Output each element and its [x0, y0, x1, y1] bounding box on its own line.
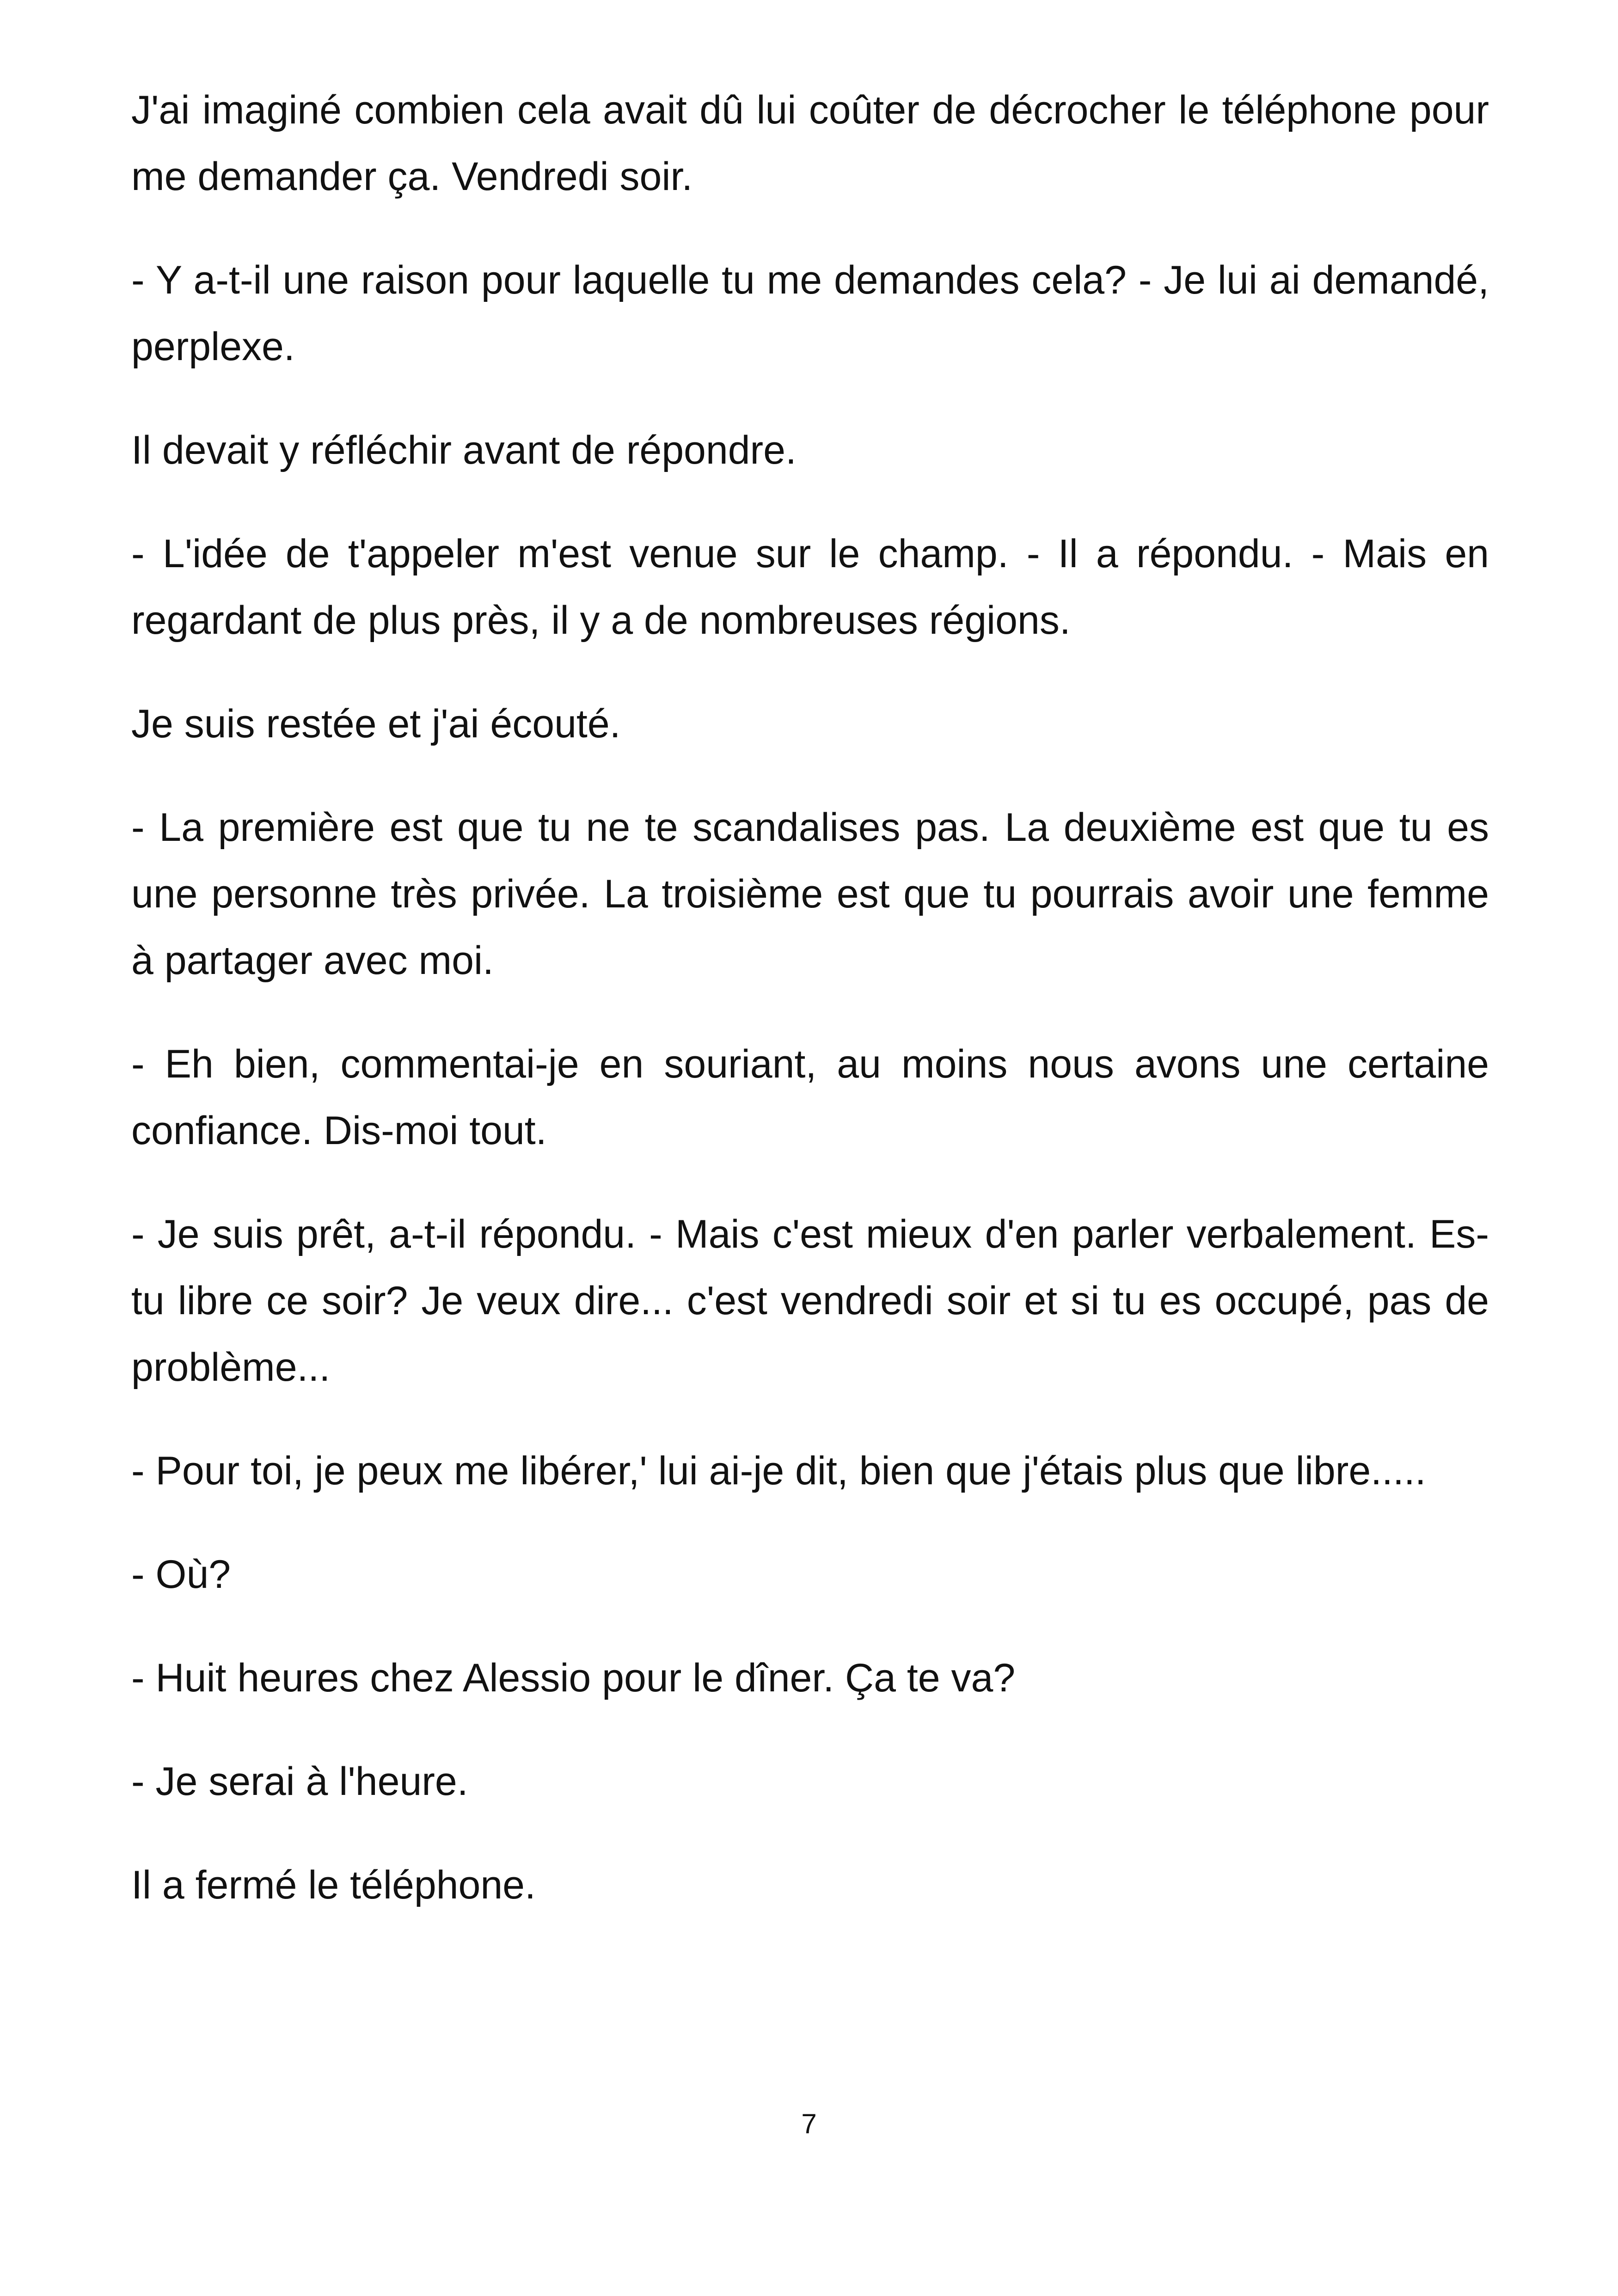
paragraph-8: - Je suis prêt, a-t-il répondu. - Mais c'est mieux d'en parler verbalement. Es-tu libre ce soir? Je veux dire... c'est vendredi soir et si tu es occupé, pas de problème...	[131, 1212, 1489, 1390]
paragraph-12: - Je serai à l'heure.	[131, 1759, 468, 1804]
paragraph-5: Je suis restée et j'ai écouté.	[131, 702, 621, 746]
paragraph-13: Il a fermé le téléphone.	[131, 1863, 536, 1907]
paragraph-11: - Huit heures chez Alessio pour le dîner. Ça te va?	[131, 1656, 1016, 1700]
paragraph-3: Il devait y réfléchir avant de répondre.	[131, 428, 797, 472]
page-number: 7	[801, 2108, 817, 2139]
paragraph-9: - Pour toi, je peux me libérer,' lui ai-je dit, bien que j'étais plus que libre.....	[131, 1449, 1426, 1493]
paragraph-4: - L'idée de t'appeler m'est venue sur le champ. - Il a répondu. - Mais en regardant de plus près, il y a de nombreuses régions.	[131, 532, 1489, 643]
paragraph-7: - Eh bien, commentai-je en souriant, au moins nous avons une certaine confiance. Dis-moi tout.	[131, 1042, 1489, 1153]
paragraph-10: - Où?	[131, 1552, 231, 1597]
paragraph-2: - Y a-t-il une raison pour laquelle tu me demandes cela? - Je lui ai demandé, perplexe.	[131, 258, 1489, 369]
paragraph-6: - La première est que tu ne te scandalises pas. La deuxième est que tu es une personne très privée. La troisième est que tu pourrais avoir une femme à partager avec moi.	[131, 805, 1489, 983]
body-text	[131, 77, 1489, 1955]
paragraph-1: J'ai imaginé combien cela avait dû lui coûter de décrocher le téléphone pour me demander ça. Vendredi soir.	[131, 88, 1489, 199]
